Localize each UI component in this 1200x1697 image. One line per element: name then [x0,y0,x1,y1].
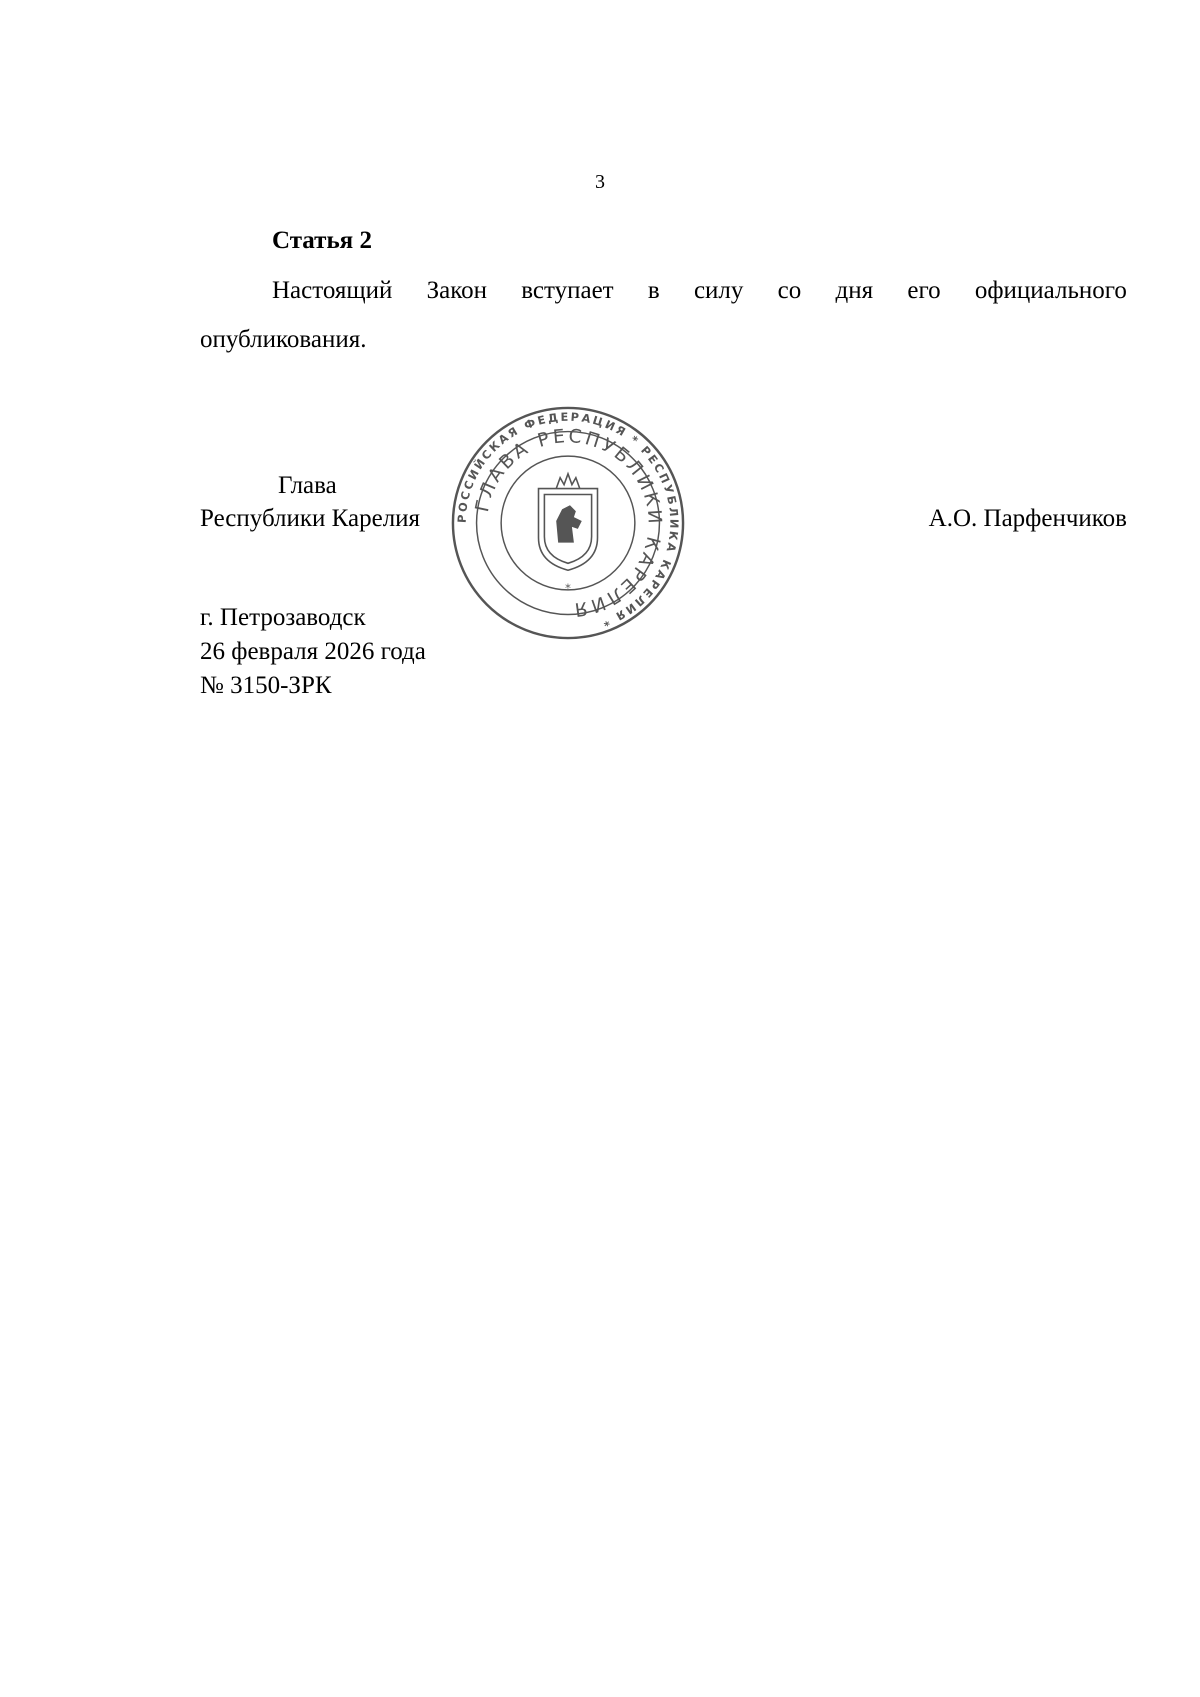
paragraph-word: со [777,277,802,304]
paragraph-word: силу [693,277,744,304]
paragraph-word: официального [974,277,1127,304]
signing-place: г. Петрозаводск [200,604,366,631]
paragraph-word: в [647,277,660,304]
signatory-name: А.О. Парфенчиков [928,505,1127,532]
signatory-title: Глава [278,472,337,499]
signing-date: 26 февраля 2026 года [200,638,426,665]
seal-outer-text: РОССИЙСКАЯ ФЕДЕРАЦИЯ * РЕСПУБЛИКА КАРЕЛИЯ * [455,410,681,630]
paragraph-word: Закон [426,277,488,304]
paragraph-word: его [907,277,941,304]
law-number: № 3150-ЗРК [200,672,332,699]
seal-inner-text: ГЛАВА РЕСПУБЛИКИ КАРЕЛИЯ [472,426,665,620]
page-number: 3 [595,171,605,193]
paragraph-word: дня [835,277,874,304]
article-paragraph-line-1 [272,275,1127,307]
paragraph-word: вступает [521,277,614,304]
official-seal [450,405,686,641]
paragraph-word: Настоящий [272,277,393,304]
article-heading: Статья 2 [272,227,372,254]
article-paragraph-line-2: опубликования. [200,326,367,353]
signatory-organization: Республики Карелия [200,505,421,532]
seal-star-icon: * [565,580,571,595]
coat-of-arms-icon [539,474,598,570]
